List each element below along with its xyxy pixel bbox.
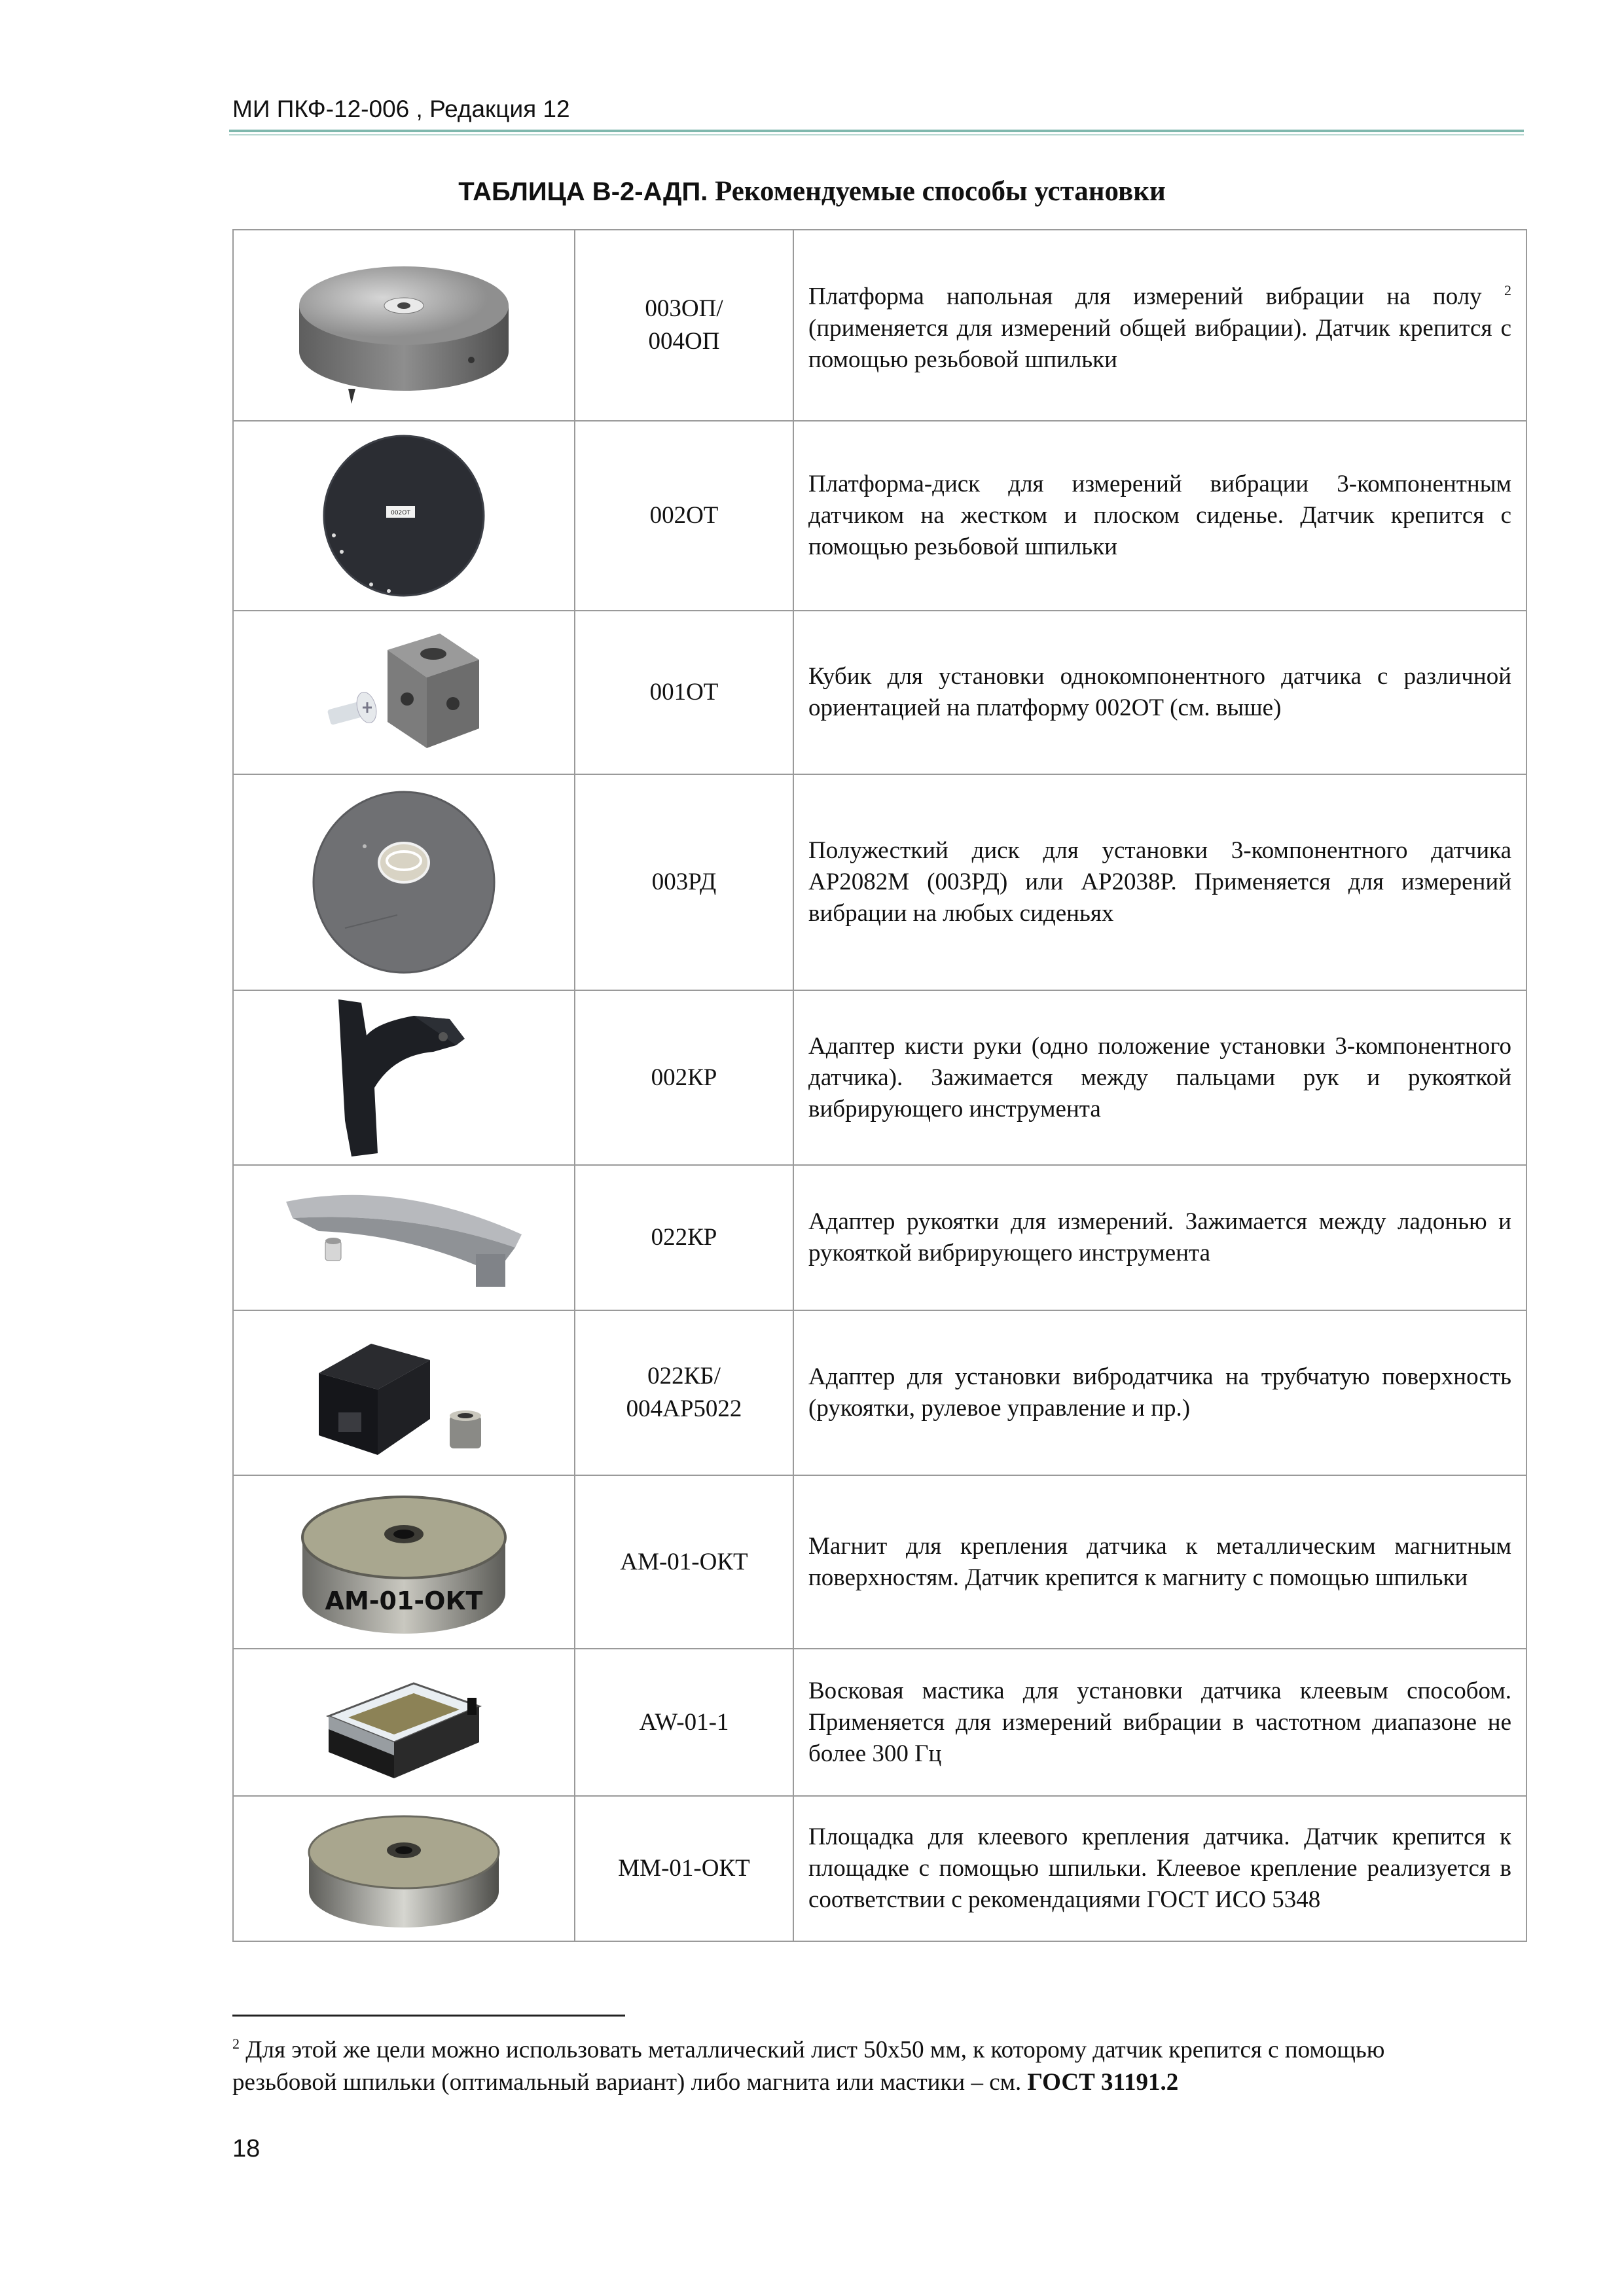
product-description: Адаптер кисти руки (одно положение установки 3-компонентного датчика). Зажимается между пальцами рук и рукояткой вибрирующего инструмента — [793, 990, 1526, 1165]
table-row — [233, 990, 1526, 1165]
product-code: ММ-01-ОКТ — [618, 1855, 750, 1882]
page-number: 18 — [232, 2135, 261, 2162]
product-description: Восковая мастика для установки датчика клеевым способом. Применяется для измерений вибрации в частотном диапазоне не более 300 Гц — [793, 1649, 1526, 1796]
product-code: 003РД — [651, 869, 717, 895]
product-code-cell — [575, 1649, 793, 1796]
product-image-cell — [233, 1165, 575, 1310]
table-title-lead: ТАБЛИЦА В-2-АДП. — [458, 177, 708, 206]
wax-box-image — [316, 1657, 492, 1788]
table-row — [233, 1796, 1526, 1941]
table-title — [0, 175, 1624, 207]
product-code-cell — [575, 421, 793, 611]
header-rule — [229, 130, 1524, 132]
product-image-cell — [233, 1649, 575, 1796]
mounting-cube-image — [316, 624, 492, 761]
footnote-ref[interactable]: 2 — [1504, 282, 1511, 299]
table-row — [233, 1165, 1526, 1310]
footnote-standard-ref[interactable]: ГОСТ 31191.2 — [1027, 2069, 1179, 2096]
magnet-image — [296, 1482, 512, 1642]
product-code-cell — [575, 1310, 793, 1475]
footnote-separator — [232, 2015, 625, 2017]
table-row — [233, 1310, 1526, 1475]
footnote-text: Для этой же цели можно использовать металлический лист 50х50 мм, к которому датчик крепится с помощью резьбовой шпильки (оптимальный вариант) либо магнита или мастики – см. — [232, 2036, 1385, 2096]
table-row — [233, 421, 1526, 611]
description-text: Платформа напольная для измерений вибрации на полу — [808, 283, 1482, 310]
product-image-cell — [233, 990, 575, 1165]
description-text-cont: (применяется для измерений общей вибрации). Датчик крепится с помощью резьбовой шпильки — [808, 314, 1511, 373]
product-code-cell — [575, 1165, 793, 1310]
product-image-cell — [233, 774, 575, 990]
handle-adapter-image — [280, 1175, 528, 1300]
footnote — [232, 2028, 1476, 2099]
product-code-cell — [575, 1796, 793, 1941]
product-image-cell — [233, 421, 575, 611]
product-image-cell — [233, 1796, 575, 1941]
table-row — [233, 774, 1526, 990]
product-image-cell — [233, 230, 575, 421]
hand-adapter-image — [316, 996, 492, 1160]
product-description: Адаптер рукоятки для измерений. Зажимается между ладонью и рукояткой вибрирующего инструмента — [793, 1165, 1526, 1310]
table-row — [233, 611, 1526, 774]
table-row — [233, 1475, 1526, 1649]
table-row — [233, 230, 1526, 421]
product-description: Адаптер для установки вибродатчика на трубчатую поверхность (рукоятки, рулевое управление и пр.) — [793, 1310, 1526, 1475]
product-code-cell — [575, 611, 793, 774]
product-description: Кубик для установки однокомпонентного датчика с различной ориентацией на платформу 002ОТ (см. выше) — [793, 611, 1526, 774]
product-image-cell — [233, 1475, 575, 1649]
product-code-cell — [575, 774, 793, 990]
header-rule-thin — [229, 134, 1524, 135]
tube-adapter-image — [299, 1321, 509, 1465]
magnet-label: АМ-01-ОКТ — [325, 1587, 483, 1615]
product-code: AW-01-1 — [639, 1708, 729, 1736]
product-description: Платформа-диск для измерений вибрации 3-компонентным датчиком на жестком и плоском сиденье. Датчик крепится с помощью резьбовой шпильки — [793, 421, 1526, 611]
product-code: 022КБ/ — [647, 1363, 721, 1390]
product-image-cell — [233, 611, 575, 774]
product-code: 022КР — [651, 1224, 717, 1251]
product-description: Полужесткий диск для установки 3-компонентного датчика АР2082М (003РД) или АР2038Р. Применяется для измерений вибрации на любых сиденьях — [793, 774, 1526, 990]
product-code: 003ОП/ — [645, 295, 723, 322]
product-code: 002КР — [651, 1064, 717, 1091]
footnote-mark: 2 — [232, 2036, 240, 2052]
semi-rigid-disc-image — [306, 787, 502, 977]
document-header: МИ ПКФ-12-006 , Редакция 12 — [232, 96, 570, 122]
product-description: Площадка для клеевого крепления датчика. Датчик крепится к площадке с помощью шпильки. Клеевое крепление реализуется в соответствии с рекомендациями ГОСТ ИСО 5348 — [793, 1796, 1526, 1941]
product-code-cell — [575, 1475, 793, 1649]
product-image-cell — [233, 1310, 575, 1475]
product-code: 002ОТ — [649, 502, 719, 529]
disc-label: 002ОТ — [391, 510, 410, 516]
product-code-cell — [575, 230, 793, 421]
product-description — [793, 230, 1526, 421]
product-code-cell — [575, 990, 793, 1165]
product-code-alt: 004АР5022 — [626, 1395, 742, 1422]
table-row — [233, 1649, 1526, 1796]
product-code: 001ОТ — [649, 679, 719, 706]
floor-platform-image — [286, 243, 522, 407]
table-title-text: Рекомендуемые способы установки — [715, 176, 1166, 207]
mounting-methods-table — [232, 229, 1527, 1942]
mounting-pad-image — [302, 1803, 505, 1934]
product-code: АМ-01-ОКТ — [620, 1548, 748, 1575]
product-code-alt: 004ОП — [648, 328, 720, 355]
product-description: Магнит для крепления датчика к металлическим магнитным поверхностям. Датчик крепится к магниту с помощью шпильки — [793, 1475, 1526, 1649]
seat-disc-image — [316, 434, 492, 598]
